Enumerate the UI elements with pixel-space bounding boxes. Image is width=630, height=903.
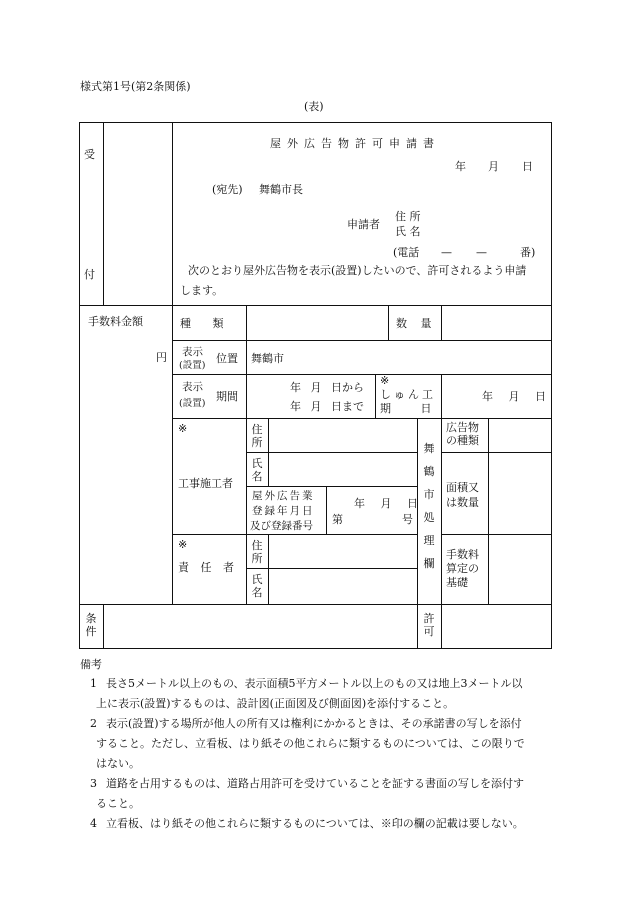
statement-line-1: 次のとおり屋外広告物を表示(設置)したいので、許可されるよう申請	[188, 264, 527, 277]
form-number: 様式第1号(第2条関係)	[80, 80, 191, 93]
date-day: 日	[522, 160, 533, 173]
area-label: 面積又は数量	[446, 481, 479, 509]
applicant-address-label: 住 所	[395, 210, 421, 223]
conditions-label: 条件	[85, 612, 97, 638]
manager-label: 責 任 者	[178, 561, 234, 574]
completion-label-top: しゅん工	[380, 388, 436, 401]
date-month: 月	[488, 160, 499, 173]
note-line: 道路を占用するものは、道路占用許可を受けていることを証する書面の写しを添付す	[106, 777, 524, 790]
fee-label: 手数料金額	[88, 315, 143, 328]
note-line: 表示(設置)する場所が他人の所有又は権利にかかるときは、その承諾書の写しを添付	[106, 717, 522, 730]
period-label-bottom: (設置)	[179, 398, 206, 409]
period-from: 年 月 日から	[290, 381, 364, 394]
permit-label: 許可	[423, 612, 435, 638]
registration-label-1: 屋外広告業	[252, 490, 315, 502]
registration-number-prefix: 第	[332, 513, 343, 526]
city-process-label: 舞鶴市処理欄	[423, 442, 435, 570]
receipt-top-char: 受	[84, 148, 95, 161]
completion-date: 年 月 日	[482, 390, 546, 403]
period-label-top: 表示	[182, 381, 203, 393]
note-number: 4	[90, 817, 97, 830]
note-line: 上に表示(設置)するものは、設計図(正面図及び側面図)を添付すること。	[96, 697, 455, 710]
applicant-label: 申請者	[347, 218, 380, 231]
period-label-side: 期間	[216, 390, 238, 403]
completion-mark: ※	[380, 374, 390, 387]
note-line: すること。ただし、立看板、はり紙その他これらに類するものについては、この限りで	[96, 737, 525, 750]
form-title: 屋外広告物許可申請書	[270, 137, 440, 150]
manager-address-label: 住所	[251, 539, 263, 565]
fee-basis-label: 手数料算定の基礎	[446, 548, 479, 589]
note-number: 2	[90, 717, 97, 730]
addressee-prefix: (宛先)	[212, 183, 243, 196]
ad-type-label: 広告物の種類	[446, 421, 479, 447]
location-label-bottom: (設置)	[179, 360, 206, 371]
note-line: はない。	[96, 757, 140, 770]
location-label-side: 位置	[216, 352, 238, 365]
period-to: 年 月 日まで	[290, 400, 364, 413]
date-year: 年	[455, 160, 466, 173]
type-label: 種 類	[180, 317, 224, 330]
note-line: 立看板、はり紙その他これらに類するものについては、※印の欄の記載は要しない。	[106, 817, 524, 830]
completion-label-bottom: 期 日	[380, 402, 432, 415]
phone-open: (電話	[393, 246, 420, 259]
fee-unit: 円	[156, 351, 167, 364]
form-side-label: (表)	[304, 100, 324, 113]
registration-label-2: 登録年月日	[252, 505, 315, 517]
contractor-mark: ※	[178, 422, 188, 435]
statement-line-2: します。	[180, 284, 224, 297]
phone-dash-2: —	[476, 246, 487, 259]
contractor-label: 工事施工者	[178, 477, 233, 490]
registration-label-3: 及び登録番号	[250, 520, 313, 532]
notes-title: 備考	[80, 658, 102, 671]
contractor-name-label: 氏名	[251, 457, 263, 483]
phone-dash-1: —	[441, 246, 452, 259]
manager-mark: ※	[178, 538, 188, 551]
location-label-top: 表示	[182, 346, 203, 358]
registration-number-suffix: 号	[402, 513, 413, 526]
manager-name-label: 氏名	[251, 573, 263, 599]
note-line: ること。	[96, 797, 140, 810]
note-number: 1	[90, 677, 97, 690]
location-value: 舞鶴市	[251, 352, 284, 365]
quantity-label: 数 量	[396, 317, 432, 330]
contractor-address-label: 住所	[251, 423, 263, 449]
applicant-name-label: 氏 名	[395, 225, 421, 238]
note-number: 3	[90, 777, 97, 790]
receipt-bottom-char: 付	[84, 268, 95, 281]
note-line: 長さ5メートル以上のもの、表示面積5平方メートル以上のもの又は地上3メートル以	[106, 677, 523, 690]
phone-close: 番)	[520, 246, 536, 259]
registration-date: 年 月 日	[354, 497, 418, 510]
addressee: 舞鶴市長	[259, 183, 303, 196]
